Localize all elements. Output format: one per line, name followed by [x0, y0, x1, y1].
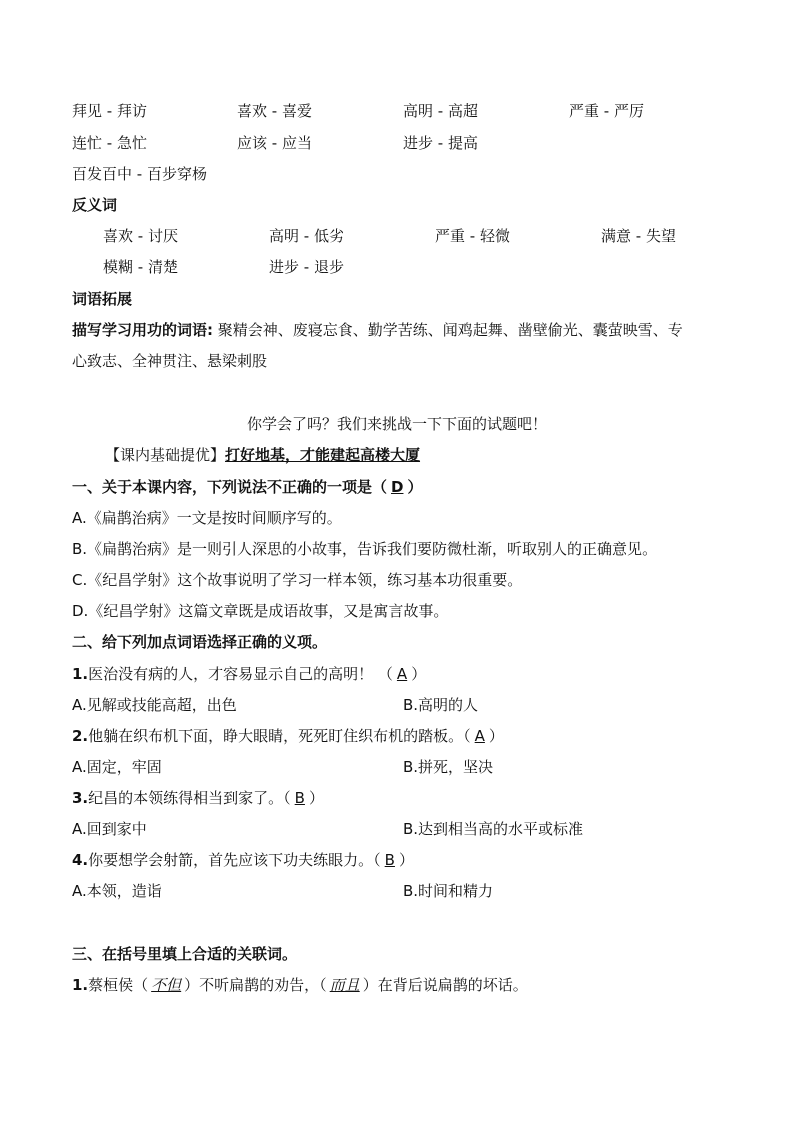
q2-item-3-option-b: B.达到相当高的水平或标准 — [403, 820, 584, 838]
q2-item-2-option-a: A.固定，牢固 — [72, 758, 162, 776]
q2-item-4: 4.你要想学会射箭，首先应该下功夫练眼力。（ B ） — [72, 851, 414, 869]
synonym-pair: 严重 - 严厉 — [569, 102, 644, 120]
q3-title: 三、在括号里填上合适的关联词。 — [72, 945, 298, 963]
synonym-pair: 百发百中 - 百步穿杨 — [72, 165, 207, 183]
q2-item-3-answer: B — [294, 789, 305, 807]
antonym-pair: 严重 - 轻微 — [435, 227, 510, 245]
synonym-pair: 拜见 - 拜访 — [72, 102, 147, 120]
q1-answer: D — [391, 478, 404, 496]
q1-option-b: B.《扁鹊治病》是一则引人深思的小故事，告诉我们要防微杜渐，听取别人的正确意见。 — [72, 540, 658, 558]
synonym-pair: 进步 - 提高 — [403, 134, 478, 152]
q2-item-3-option-a: A.回到家中 — [72, 820, 147, 838]
synonym-pair: 应该 - 应当 — [237, 134, 312, 152]
extension-words: 聚精会神、废寝忘食、勤学苦练、闻鸡起舞、凿壁偷光、囊萤映雪、专 — [217, 321, 683, 339]
extension-line-2: 心致志、全神贯注、悬梁刺股 — [72, 352, 268, 370]
q3-item-1: 1.蔡桓侯（ 不但 ）不听扁鹊的劝告，（ 而且 ）在背后说扁鹊的坏话。 — [72, 976, 528, 994]
challenge-prompt: 你学会了吗？我们来挑战一下下面的试题吧！ — [246, 415, 547, 433]
antonym-pair: 进步 - 退步 — [269, 258, 344, 276]
q1-option-c: C.《纪昌学射》这个故事说明了学习一样本领，练习基本功很重要。 — [72, 571, 523, 589]
q2-item-2-option-b: B.拼死，坚决 — [403, 758, 494, 776]
q3-item-1-answer-2: 而且 — [329, 976, 360, 994]
q2-item-4-option-b: B.时间和精力 — [403, 882, 494, 900]
q2-item-1-option-b: B.高明的人 — [403, 696, 479, 714]
section-slogan: 打好地基，才能建起高楼大厦 — [225, 446, 421, 464]
q2-title: 二、给下列加点词语选择正确的义项。 — [72, 633, 328, 651]
q2-item-1: 1.医治没有病的人，才容易显示自己的高明！ （ A ） — [72, 665, 427, 683]
q2-item-4-option-a: A.本领，造诣 — [72, 882, 162, 900]
antonym-pair: 高明 - 低劣 — [269, 227, 344, 245]
antonym-pair: 模糊 - 清楚 — [103, 258, 178, 276]
q2-item-4-answer: B — [384, 851, 395, 869]
q2-item-1-answer: A — [396, 665, 408, 683]
q2-item-2-answer: A — [474, 727, 485, 745]
synonym-pair: 连忙 - 急忙 — [72, 134, 147, 152]
antonyms-heading: 反义词 — [72, 196, 118, 214]
q2-item-1-option-a: A.见解或技能高超，出色 — [72, 696, 237, 714]
q2-item-2: 2.他躺在织布机下面，睁大眼睛，死死盯住织布机的踏板。（ A ） — [72, 727, 504, 745]
antonym-pair: 喜欢 - 讨厌 — [103, 227, 178, 245]
q1-option-d: D.《纪昌学射》这篇文章既是成语故事，又是寓言故事。 — [72, 602, 449, 620]
q3-item-1-answer-1: 不但 — [151, 976, 182, 994]
extension-line-1: 描写学习用功的词语: 聚精会神、废寝忘食、勤学苦练、闻鸡起舞、凿壁偷光、囊萤映雪、专 — [72, 321, 683, 339]
q1-option-a: A.《扁鹊治病》一文是按时间顺序写的。 — [72, 509, 342, 527]
q2-item-3: 3.纪昌的本领练得相当到家了。（ B ） — [72, 789, 324, 807]
section-label: 【课内基础提优】 — [105, 446, 226, 464]
antonym-pair: 满意 - 失望 — [601, 227, 676, 245]
extension-heading: 词语拓展 — [72, 290, 133, 308]
synonym-pair: 高明 - 高超 — [403, 102, 478, 120]
section-banner — [105, 445, 420, 465]
synonym-pair: 喜欢 - 喜爱 — [237, 102, 312, 120]
q1-title: 一、关于本课内容，下列说法不正确的一项是（ D ） — [72, 478, 423, 496]
extension-label: 描写学习用功的词语 — [72, 321, 208, 339]
